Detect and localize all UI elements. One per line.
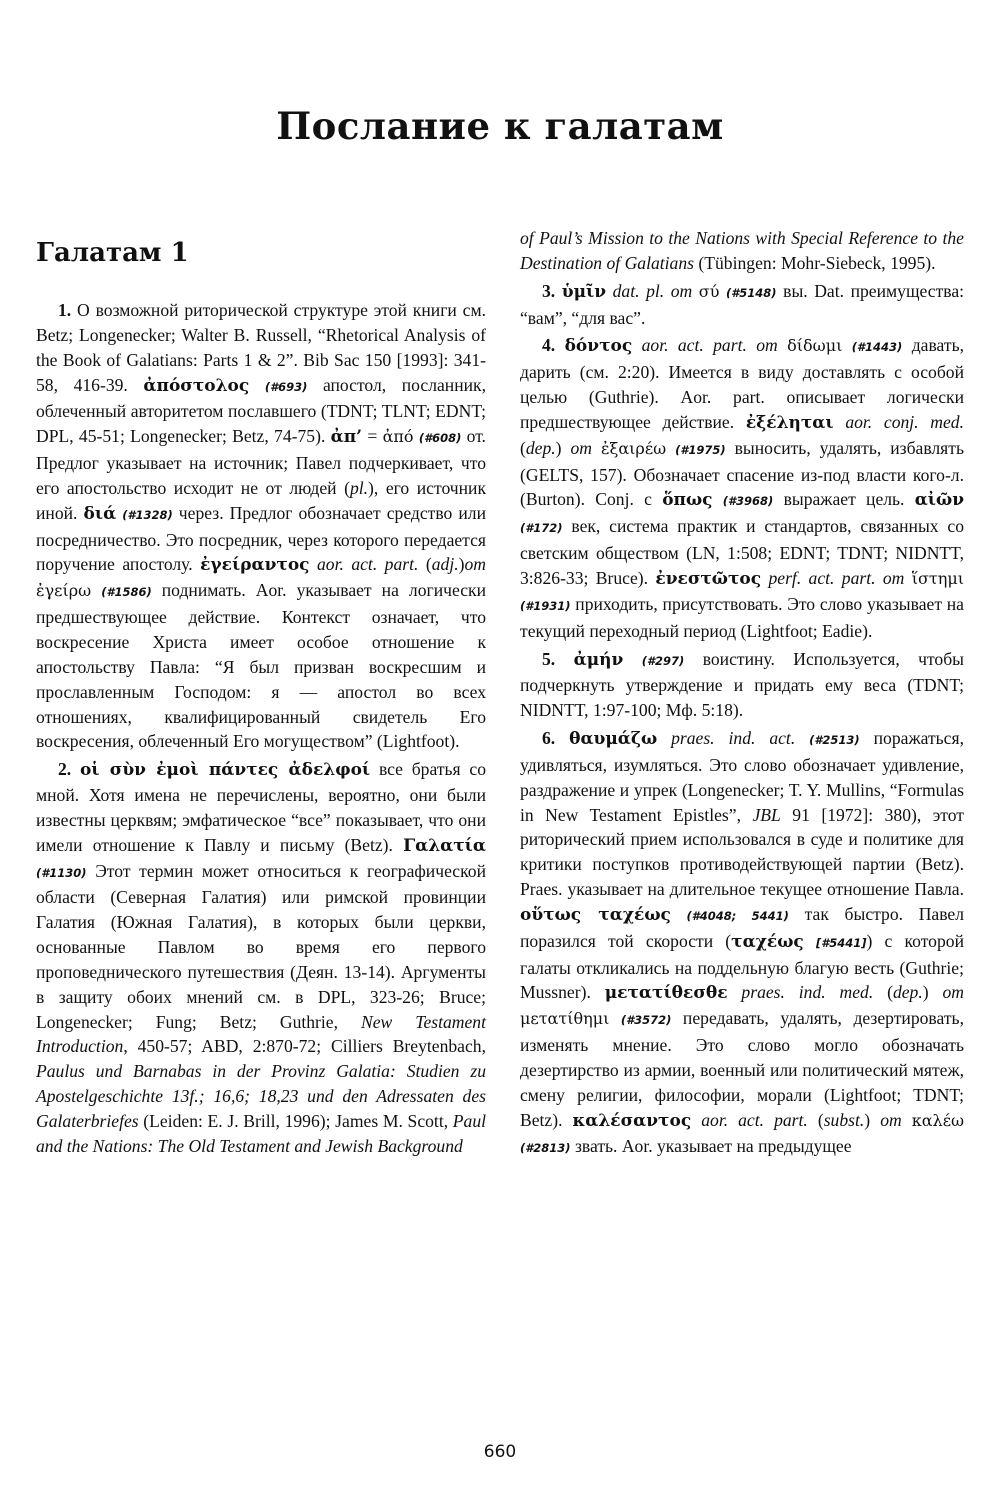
strong-ref: [#5441] bbox=[815, 935, 867, 950]
greek-root: σύ bbox=[698, 281, 720, 301]
greek-lemma: ἀμήν bbox=[573, 649, 624, 670]
greek-lemma: διά bbox=[83, 503, 117, 524]
parsing: aor. act. part. bbox=[701, 1109, 808, 1130]
verse-paragraph-6 bbox=[520, 726, 964, 1160]
strong-ref: (#1975) bbox=[675, 442, 726, 457]
text: ) с которой галаты откликались на поддельную благую весть (Guthrie; Mussner). bbox=[520, 930, 964, 1003]
verse-paragraph-4 bbox=[520, 333, 964, 643]
text: ) bbox=[922, 982, 929, 1003]
strong-ref: (#3572) bbox=[620, 1013, 672, 1028]
text: поражаться, удивляться, изумляться. Это слово обозначает удивление, раздражение и упрек (Longenecker; T. Y. Mullins, “Formulas in New Testament Epistles”, bbox=[520, 728, 964, 825]
greek-root: μετατίθημι bbox=[520, 1009, 610, 1029]
greek-root: καλέω bbox=[911, 1110, 965, 1130]
greek-lemma: ἀπόστολος bbox=[143, 375, 250, 396]
strong-ref: (#693) bbox=[264, 379, 308, 394]
italic-text: dep. bbox=[892, 982, 923, 1003]
chapter-heading: Галатам 1 bbox=[36, 238, 189, 268]
text: , 450-57; ABD, 2:870-72; Cilliers Breytenbach, bbox=[123, 1036, 486, 1057]
text: ) bbox=[864, 1109, 871, 1130]
text: О возможной риторической структуре этой книги см. Betz; Longenecker; Walter B. Russell, “Rhetorical Analysis of the Book of Galatians: Parts 1 & 2”. Bib Sac 150 [1993]: 341-58, 416-39. bbox=[36, 300, 486, 395]
text: ( bbox=[520, 437, 526, 458]
italic-text: New Testament Introduction bbox=[36, 1011, 486, 1057]
left-column bbox=[36, 222, 486, 1159]
verse-paragraph-1 bbox=[36, 298, 486, 754]
text: воистину. Используется, чтобы подчеркнуть утверждение и придать ему веса (TDNT; NIDNTT, 1:97-100; Мф. 5:18). bbox=[520, 648, 965, 721]
greek-lemma: ὑμῖν bbox=[561, 281, 607, 302]
text: ) bbox=[458, 554, 465, 575]
greek-root: ἵστημι bbox=[911, 568, 965, 588]
text: Этот термин может относиться к географической области (Северная Галатия) или римской провинции Галатия (Южная Галатия), в которых были церкви, основанные Павлом во время его первого проповеднического путешествия (Деян. 13-14). Аргументы в защиту обоих мнений см. в DPL, 323-26; Bruce; Longenecker; Fung; Betz; Guthrie, bbox=[36, 860, 486, 1032]
verse-paragraph-5 bbox=[520, 647, 964, 724]
strong-ref: (#4048; 5441) bbox=[686, 908, 789, 923]
strong-ref: (#1130) bbox=[36, 865, 87, 880]
greek-lemma: ἐξέληται bbox=[745, 412, 834, 433]
text: давать, дарить (см. 2:20). Имеется в виду доставлять с особой целью (Guthrie). Aor. part. описывает логически предшествующее действие. bbox=[520, 335, 965, 432]
continued-paragraph bbox=[520, 226, 964, 276]
text: от. Предлог указывает на источник; Павел подчеркивает, что его апостольство исходит не от людей ( bbox=[36, 426, 486, 498]
right-column bbox=[520, 226, 964, 1160]
text: 91 [1972]: 380), этот риторический прием использовался в суде и политике для критики поступков противодействующей партии (Betz). Praes. указывает на длительное текущее отношение Павла. bbox=[520, 804, 964, 900]
page-number: 660 bbox=[483, 1442, 517, 1462]
italic-text: JBL bbox=[752, 804, 781, 825]
italic-text: от bbox=[942, 982, 964, 1003]
text: через. Предлог обозначает средство или посредничество. Это посредник, через которого передается поручение апостолу. bbox=[36, 502, 486, 575]
greek-lemma: οὕτως ταχέως bbox=[520, 904, 671, 925]
verse-number: 5. bbox=[542, 648, 556, 669]
verse-number: 3. bbox=[542, 280, 556, 301]
greek-root: ἐξαιρέω bbox=[600, 438, 667, 458]
verse-paragraph-2 bbox=[36, 757, 486, 1159]
verse-number: 2. bbox=[58, 759, 72, 780]
text: ( bbox=[887, 982, 893, 1003]
text: приходить, присутствовать. Это слово указывает на текущий переходный период (Lightfoot; Eadie). bbox=[520, 593, 964, 641]
parsing: aor. act. part. от bbox=[641, 335, 778, 356]
greek-root: ἀπό bbox=[382, 427, 414, 447]
verse-number: 4. bbox=[542, 335, 556, 356]
greek-lemma: Γαλατία bbox=[403, 835, 486, 856]
greek-lemma: ἐνεστῶτος bbox=[655, 568, 762, 589]
strong-ref: (#3968) bbox=[722, 494, 774, 509]
greek-lemma: μετατίθεσθε bbox=[604, 983, 728, 1004]
strong-ref: (#1443) bbox=[851, 340, 903, 355]
text: так быстро. Павел поразился той скорости ( bbox=[520, 903, 964, 951]
parsing: aor. conj. med. bbox=[845, 411, 964, 432]
parsing: perf. act. part. от bbox=[768, 567, 905, 588]
text: ( bbox=[425, 554, 432, 575]
parsing: praes. ind. med. bbox=[741, 982, 874, 1003]
italic-text: Paul and the Nations: The Old Testament and Jewish Background bbox=[36, 1111, 487, 1156]
greek-lemma: θαυμάζω bbox=[569, 729, 658, 750]
greek-lemma: ἐγείραντος bbox=[200, 555, 310, 576]
greek-root: δίδωμι bbox=[787, 336, 843, 356]
greek-root: ἐγείρω bbox=[36, 581, 92, 601]
text: век, система практик и стандартов, связанных со светским обществом (LN, 1:508; EDNT; TDNT; NIDNTT, 3:826-33; Bruce). bbox=[520, 516, 964, 588]
text: звать. Aor. указывает на предыдущее bbox=[574, 1135, 852, 1156]
strong-ref: (#2813) bbox=[520, 1140, 571, 1155]
parsing: praes. ind. act. bbox=[671, 728, 796, 749]
italic-text: dep. bbox=[525, 437, 556, 458]
text: выражает цель. bbox=[783, 489, 905, 510]
italic-text: от bbox=[880, 1109, 902, 1130]
strong-ref: (#1586) bbox=[101, 585, 152, 600]
strong-ref: (#5148) bbox=[726, 285, 777, 300]
verse-paragraph-3 bbox=[520, 279, 964, 331]
text: поднимать. Aor. указывает на логически предшествующее действие. Контекст означает, что воскресение Христа имеет особое отношение к апостольству Павла: “Я был призван воскресшим и прославленным Господом: я — апостол во всех отношениях, квалифицированный свидетель Его воскресения, облеченный Его могуществом” (Lightfoot). bbox=[36, 580, 486, 752]
strong-ref: (#608) bbox=[418, 431, 462, 446]
strong-ref: (#1328) bbox=[122, 507, 173, 522]
text: ), его источник иной. bbox=[36, 477, 487, 523]
text: = bbox=[367, 426, 378, 447]
italic-text: of Paul’s Mission to the Nations with Special Reference to the Destination of Galatians bbox=[520, 228, 964, 273]
greek-lemma: δόντος bbox=[564, 336, 633, 357]
text: апостол, посланник, облеченный авторитетом пославшего (TDNT; TLNT; EDNT; DPL, 45-51; Longenecker; Betz, 74-75). bbox=[36, 374, 486, 447]
parsing: aor. act. part. bbox=[316, 554, 419, 575]
strong-ref: (#2513) bbox=[809, 733, 860, 748]
text: выносить, удалять, избавлять (GELTS, 157). Обозначает спасение из-под власти кого-л. (Burton). Conj. с bbox=[520, 437, 964, 510]
text: (Leiden: E. J. Brill, 1996); James M. Scott, bbox=[143, 1111, 449, 1131]
parsing: dat. pl. от bbox=[612, 280, 693, 301]
greek-lemma: καλέσαντος bbox=[572, 1110, 692, 1131]
greek-lemma: ὅπως bbox=[662, 490, 713, 511]
text: все братья со мной. Хотя имена не перечислены, вероятно, они были известны церквям; эмфатическое “все” показывает, что они имели отношение к Павлу и письму (Betz). bbox=[36, 759, 486, 855]
text: вы. Dat. преимущества: “вам”, “для вас”. bbox=[520, 280, 965, 328]
text: ( bbox=[817, 1109, 824, 1130]
book-title: Послание к галатам bbox=[276, 104, 724, 148]
italic-text: pl. bbox=[349, 477, 369, 498]
italic-text: subst. bbox=[823, 1109, 865, 1130]
verse-number: 1. bbox=[58, 300, 72, 320]
text: ) bbox=[555, 437, 562, 458]
greek-lemma: οἱ σὺν ἐμοὶ πάντες ἀδελφοί bbox=[79, 760, 371, 781]
text: передавать, удалять, дезертировать, изменять мнение. Это слово могло обозначать дезертирство из армии, военный или политический мятеж, смену религии, философии, морали (Lightfoot; TDNT; Betz). bbox=[520, 1008, 964, 1130]
greek-lemma: ἀπ’ bbox=[330, 427, 363, 448]
greek-lemma: αἰῶν bbox=[914, 490, 965, 511]
strong-ref: (#1931) bbox=[520, 598, 571, 613]
italic-text: adj. bbox=[431, 554, 459, 575]
italic-text: от bbox=[570, 437, 592, 458]
italic-text: Paulus und Barnabas in der Provinz Galatia: Studien zu Apostelgeschichte 13f.; 16,6; 18,23 und den Adressaten des Galaterbriefes bbox=[36, 1061, 486, 1131]
greek-lemma: ταχέως bbox=[731, 931, 804, 952]
text: (Tübingen: Mohr-Siebeck, 1995). bbox=[698, 252, 936, 273]
strong-ref: (#172) bbox=[520, 521, 563, 536]
verse-number: 6. bbox=[542, 728, 556, 749]
italic-text: от bbox=[464, 554, 487, 575]
strong-ref: (#297) bbox=[641, 653, 685, 668]
